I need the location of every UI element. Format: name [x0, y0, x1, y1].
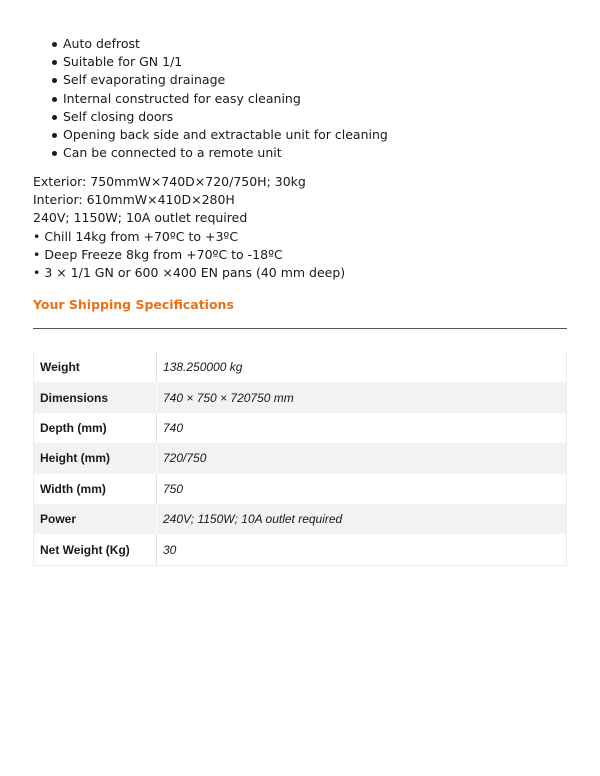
feature-item: Self evaporating drainage — [63, 71, 388, 89]
row-label: Width (mm) — [34, 474, 157, 504]
spec-line: 240V; 1150W; 10A outlet required — [33, 210, 248, 226]
table-row — [34, 382, 567, 412]
spec-line: • Deep Freeze 8kg from +70ºC to -18ºC — [33, 246, 283, 262]
table-row — [34, 504, 567, 534]
row-label: Height (mm) — [34, 443, 157, 473]
feature-item: Suitable for GN 1/1 — [63, 53, 388, 71]
row-label: Power — [34, 504, 157, 534]
feature-item: Internal constructed for easy cleaning — [63, 90, 388, 108]
row-value: 720/750 — [157, 443, 567, 473]
row-label: Depth (mm) — [34, 413, 157, 443]
row-value: 138.250000 kg — [157, 352, 567, 382]
shipping-spec-table — [33, 352, 567, 566]
row-value: 240V; 1150W; 10A outlet required — [157, 504, 567, 534]
table-row — [34, 534, 567, 565]
shipping-section-title: Your Shipping Specifications — [33, 297, 234, 312]
row-value: 740 × 750 × 720750 mm — [157, 382, 567, 412]
feature-item: Opening back side and extractable unit for cleaning — [63, 126, 388, 144]
feature-item: Auto defrost — [63, 35, 388, 53]
table-row — [34, 413, 567, 443]
row-value: 30 — [157, 534, 567, 565]
spec-text-block — [33, 173, 345, 282]
feature-item: Can be connected to a remote unit — [63, 144, 388, 162]
table-row — [34, 443, 567, 473]
row-label: Weight — [34, 352, 157, 382]
feature-item: Self closing doors — [63, 108, 388, 126]
row-value: 750 — [157, 474, 567, 504]
row-value: 740 — [157, 413, 567, 443]
table-row — [34, 352, 567, 382]
spec-line: • Chill 14kg from +70ºC to +3ºC — [33, 228, 239, 244]
spec-line: Exterior: 750mmW×740D×720/750H; 30kg — [33, 174, 306, 189]
section-divider — [33, 328, 567, 329]
row-label: Net Weight (Kg) — [34, 534, 157, 565]
feature-list — [33, 35, 388, 162]
table-row — [34, 474, 567, 504]
spec-line: • 3 × 1/1 GN or 600 ×400 EN pans (40 mm deep) — [33, 264, 346, 280]
spec-line: Interior: 610mmW×410D×280H — [33, 192, 235, 208]
row-label: Dimensions — [34, 382, 157, 412]
